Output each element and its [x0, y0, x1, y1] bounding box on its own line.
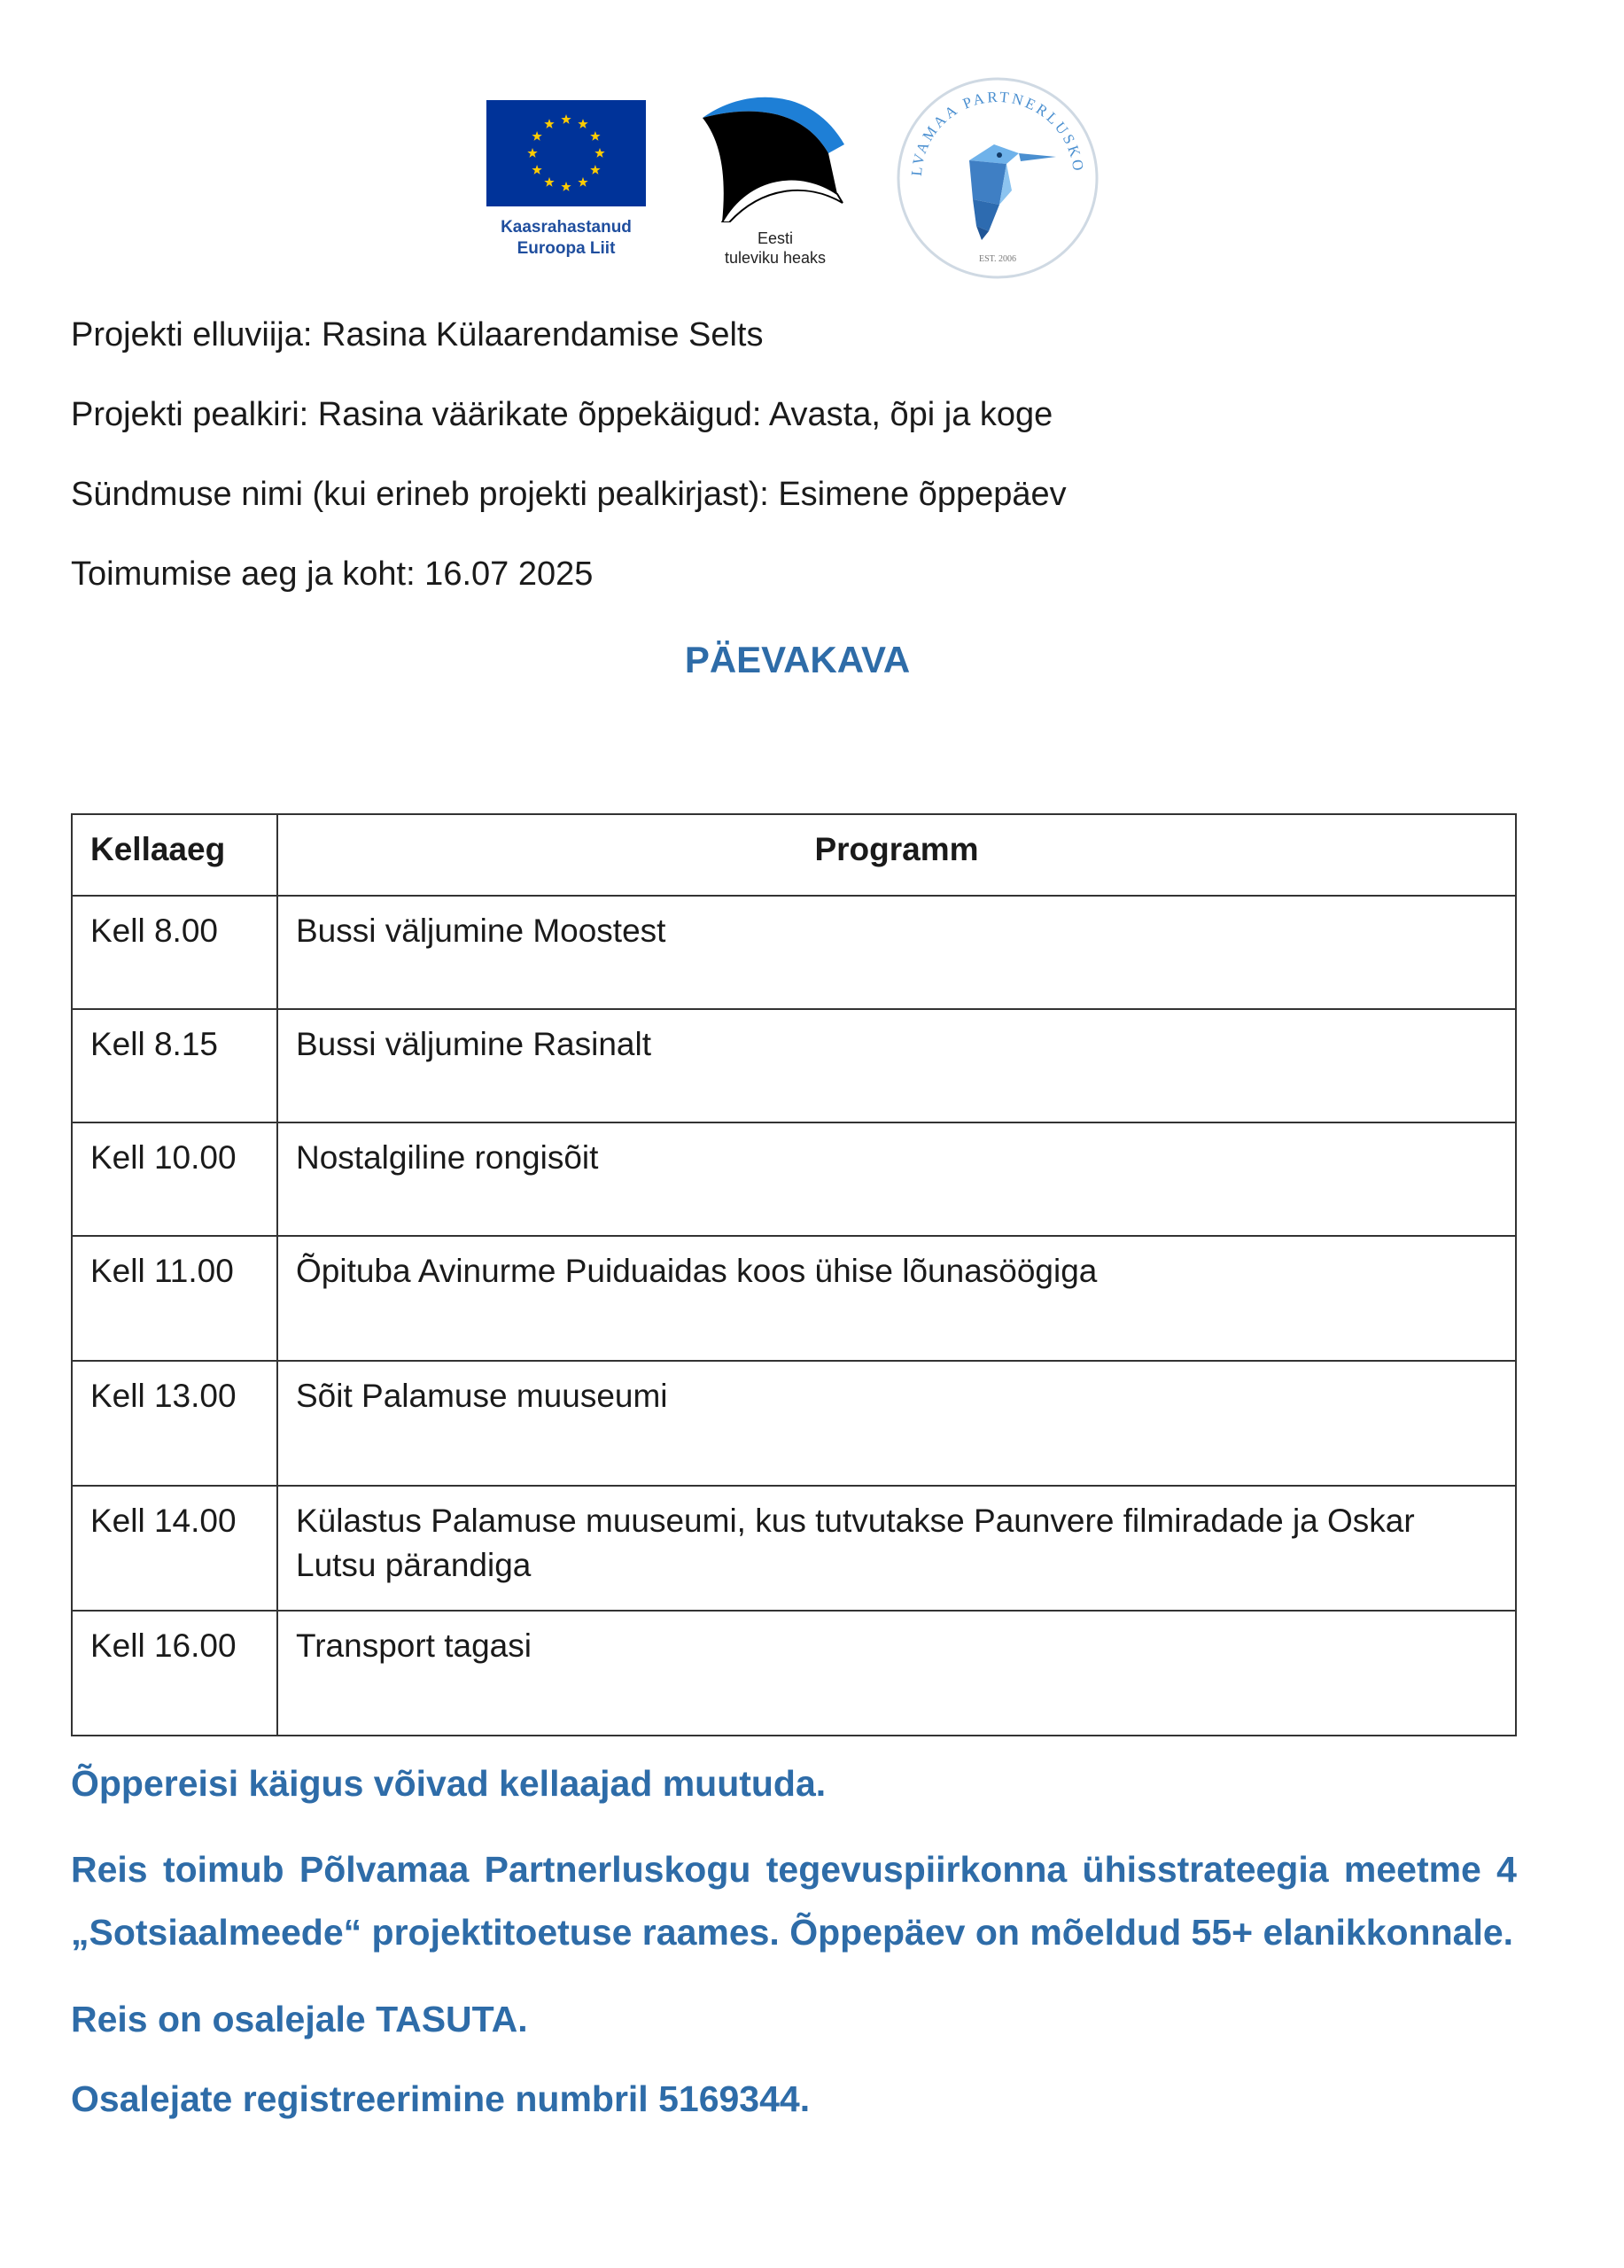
- eesti-caption: [695, 229, 855, 268]
- table-row: [72, 896, 1516, 1009]
- program-cell: Õpituba Avinurme Puiduaidas koos ühise lõunasöögiga: [277, 1236, 1516, 1361]
- time-cell: Kell 13.00: [72, 1361, 277, 1486]
- program-cell: Transport tagasi: [277, 1611, 1516, 1736]
- program-cell: Nostalgiline rongisõit: [277, 1122, 1516, 1236]
- seal-est-text: EST. 2006: [978, 254, 1017, 264]
- project-implementer: Projekti elluviija: Rasina Külaarendamise Selts: [71, 316, 764, 353]
- time-cell: Kell 16.00: [72, 1611, 277, 1736]
- eu-caption-line1: Kaasrahastanud: [501, 218, 632, 237]
- seal-ring-text: LVAMAA PARTNERLUSKO: [907, 88, 1088, 177]
- time-cell: Kell 11.00: [72, 1236, 277, 1361]
- program-cell: Külastus Palamuse muuseumi, kus tutvutakse Paunvere filmiradade ja Oskar Lutsu pärandiga: [277, 1486, 1516, 1611]
- program-cell: Sõit Palamuse muuseumi: [277, 1361, 1516, 1486]
- time-cell: Kell 8.15: [72, 1009, 277, 1122]
- time-column-header: Kellaaeg: [72, 814, 277, 896]
- estonian-flag-swoosh-icon: [695, 89, 855, 222]
- eu-logo: [486, 100, 646, 260]
- notes-section: [71, 1759, 1517, 2154]
- note-funding: Reis toimub Põlvamaa Partnerluskogu tegevuspiirkonna ühisstrateegia meetme 4 „Sotsiaalmeede“ projektitoetuse raames. Õppepäev on mõeldud 55+ elanikkonnale.: [71, 1849, 1517, 1953]
- eu-caption-line2: Euroopa Liit: [517, 239, 616, 258]
- eesti-caption-line2: tuleviku heaks: [724, 249, 827, 267]
- project-title: Projekti pealkiri: Rasina väärikate õppekäigud: Avasta, õpi ja koge: [71, 396, 1053, 433]
- project-info: [71, 315, 1488, 633]
- table-row: [72, 1009, 1516, 1122]
- agenda-heading: PÄEVAKAVA: [684, 639, 911, 680]
- note-registration: Osalejate registreerimine numbril 5169344.: [71, 2078, 811, 2119]
- kingfisher-seal-icon: [895, 75, 1100, 281]
- eu-flag-icon: [486, 100, 646, 206]
- polvamaa-partnerluskogu-logo: [895, 75, 1100, 281]
- schedule-header-row: [72, 814, 1516, 896]
- logo-bar: [0, 75, 1624, 288]
- eu-caption: [486, 217, 646, 260]
- eesti-tuleviku-heaks-logo: [695, 89, 855, 268]
- note-free: Reis on osalejale TASUTA.: [71, 1999, 528, 2039]
- table-row: [72, 1361, 1516, 1486]
- event-name: Sündmuse nimi (kui erineb projekti pealkirjast): Esimene õppepäev: [71, 476, 1067, 513]
- table-row: [72, 1122, 1516, 1236]
- eesti-caption-line1: Eesti: [757, 229, 794, 247]
- table-row: [72, 1486, 1516, 1611]
- time-cell: Kell 14.00: [72, 1486, 277, 1611]
- table-row: [72, 1611, 1516, 1736]
- table-row: [72, 1236, 1516, 1361]
- event-time-place: Toimumise aeg ja koht: 16.07 2025: [71, 555, 594, 593]
- program-column-header: Programm: [277, 814, 1516, 896]
- time-cell: Kell 10.00: [72, 1122, 277, 1236]
- program-cell: Bussi väljumine Rasinalt: [277, 1009, 1516, 1122]
- note-times-may-change: Õppereisi käigus võivad kellaajad muutuda.: [71, 1763, 827, 1804]
- time-cell: Kell 8.00: [72, 896, 277, 1009]
- program-cell: Bussi väljumine Moostest: [277, 896, 1516, 1009]
- schedule-table: [71, 813, 1517, 1736]
